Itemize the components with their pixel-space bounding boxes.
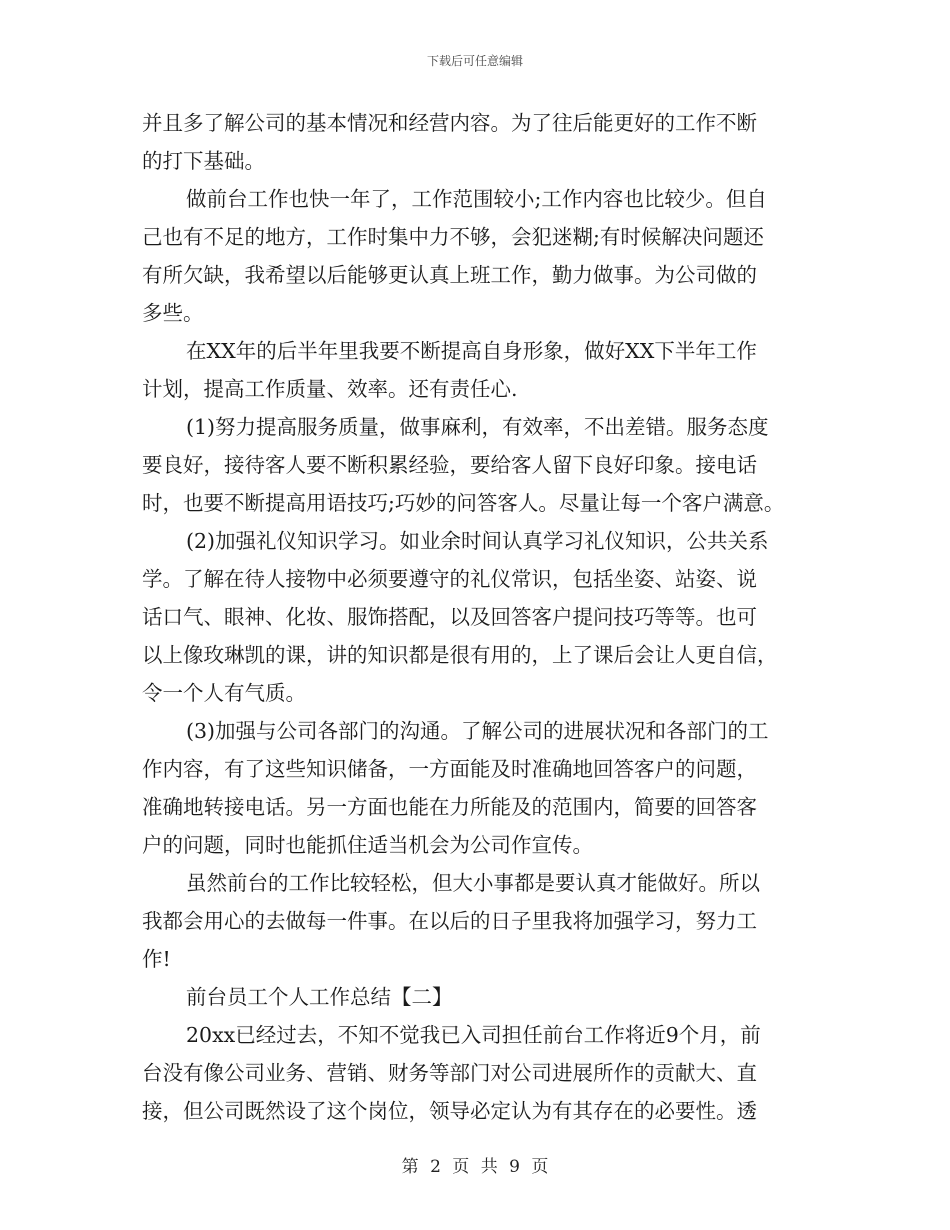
document-body [142,104,832,1130]
text-line: 计划，提高工作质量、效率。还有责任心. [142,377,518,401]
text-line: 虽然前台的工作比较轻松，但大小事都是要认真才能做好。所以 [186,871,760,895]
text-line: 时，也要不断提高用语技巧;巧妙的问答客人。尽量让每一个客户满意。 [142,491,785,515]
text-line: 多些。 [142,301,204,325]
text-line: 在XX年的后半年里我要不断提高自身形象，做好XX下半年工作 [186,339,757,363]
text-line: 接，但公司既然设了这个岗位，领导必定认为有其存在的必要性。透 [142,1099,757,1123]
page-header-note: 下载后可任意编辑 [426,54,523,68]
text-line: 20xx已经过去，不知不觉我已入司担任前台工作将近9个月，前 [186,1023,761,1047]
text-line: 户的问题，同时也能抓住适当机会为公司作宣传。 [142,833,593,857]
text-line: (3)加强与公司各部门的沟通。了解公司的进展状况和各部门的工 [186,719,769,743]
text-line: 并且多了解公司的基本情况和经营内容。为了往后能更好的工作不断 [142,111,757,135]
text-line: 我都会用心的去做每一件事。在以后的日子里我将加强学习，努力工 [142,909,757,933]
text-line: 作! [142,947,171,971]
text-line: 台没有像公司业务、营销、财务等部门对公司进展所作的贡献大、直 [142,1061,757,1085]
text-line: 令一个人有气质。 [142,681,306,705]
text-line: 以上像玫琳凯的课，讲的知识都是很有用的，上了课后会让人更自信， [142,643,778,667]
text-line: (2)加强礼仪知识学习。如业余时间认真学习礼仪知识，公共关系 [186,529,769,553]
text-line: 准确地转接电话。另一方面也能在力所能及的范围内，简要的回答客 [142,795,757,819]
text-line: 己也有不足的地方，工作时集中力不够，会犯迷糊;有时候解决问题还 [142,225,764,249]
text-line: 做前台工作也快一年了，工作范围较小;工作内容也比较少。但自 [186,187,767,211]
text-line: 前台员工个人工作总结【二】 [186,985,453,1009]
text-line: (1)努力提高服务质量，做事麻利，有效率，不出差错。服务态度 [186,415,769,439]
text-line: 有所欠缺，我希望以后能够更认真上班工作，勤力做事。为公司做的 [142,263,757,287]
text-line: 的打下基础。 [142,149,265,173]
text-line: 学。了解在待人接物中必须要遵守的礼仪常识，包括坐姿、站姿、说 [142,567,757,591]
text-line: 作内容，有了这些知识储备，一方面能及时准确地回答客户的问题， [142,757,757,781]
page-number-footer: 第 2 页 共 9 页 [401,1157,549,1177]
text-line: 要良好，接待客人要不断积累经验，要给客人留下良好印象。接电话 [142,453,757,477]
text-line: 话口气、眼神、化妆、服饰搭配，以及回答客户提问技巧等等。也可 [142,605,757,629]
